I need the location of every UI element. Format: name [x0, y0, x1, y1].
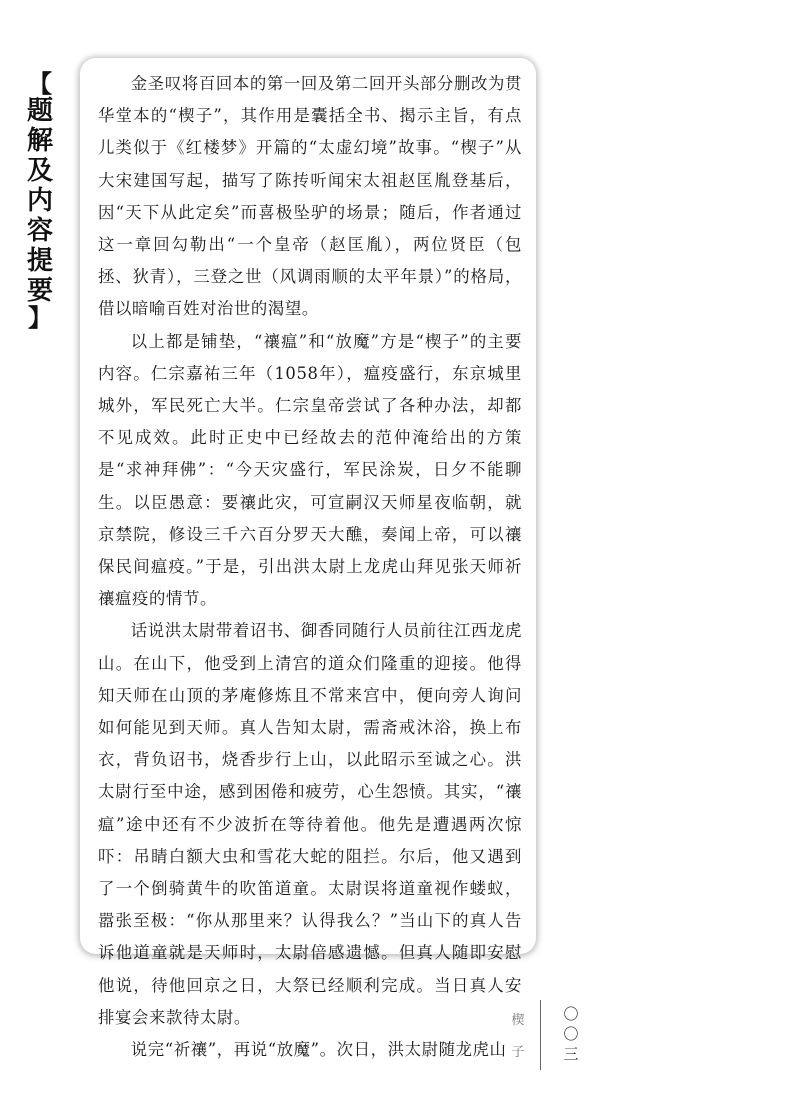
- content-card: [80, 58, 536, 1060]
- section-label-vertical: [22, 72, 58, 330]
- footer-divider: [540, 1000, 541, 1070]
- section-label-char: 内: [26, 186, 53, 216]
- section-label-open-bracket: 【: [28, 70, 52, 98]
- body-paragraph-1: 金圣叹将百回本的第一回及第二回开头部分删改为贯华堂本的“楔子”，其作用是囊括全书、揭示主旨，有点儿类似于《红楼梦》开篇的“太虚幻境”故事。“楔子”从大宋建国写起，描写了陈抟听闻宋太祖赵匡胤登基后，因“天下从此定矣”而喜极坠驴的场景；随后，作者通过这一章回勾勒出“一个皇帝（赵匡胤），两位贤臣（包拯、狄青），三登之世（风调雨顺的太平年景）”的格局，借以暗喻百姓对治世的渴望。: [98, 74, 522, 319]
- body-paragraph-4: 说完“祈禳”，再说“放魔”。次日，洪太尉随龙虎山: [130, 1040, 507, 1060]
- body-paragraph-3: 话说洪太尉带着诏书、御香同随行人员前往江西龙虎山。在山下，他受到上清宫的道众们隆重的迎接。他得知天师在山顶的茅庵修炼且不常来宫中，便向旁人询问如何能见到天师。真人告知太尉，需斋戒沐浴，换上布衣，背负诏书，烧香步行上山，以此昭示至诚之心。洪太尉行至中途，感到困倦和疲劳，心生怨愤。其实，“禳瘟”途中还有不少波折在等待着他。他先是遭遇两次惊吓：吊睛白额大虫和雪花大蛇的阻拦。尔后，他又遇到了一个倒骑黄牛的吹笛道童。太尉误将道童视作蝼蚁，嚣张至极：“你从那里来？认得我么？”当山下的真人告诉他道童就是天师时，太尉倍感遗憾。但真人随即安慰他说，待他回京之日，大祭已经顺利完成。当日真人安排宴会来款待太尉。: [98, 621, 522, 1027]
- section-label-char: 解: [26, 126, 53, 156]
- footer-chapter-char: 楔: [511, 1013, 525, 1028]
- page-number-char: 〇: [563, 1025, 579, 1043]
- section-label-char: 及: [26, 156, 53, 186]
- section-label-close-bracket: 】: [28, 304, 52, 332]
- body-paragraph-2: 以上都是铺垫，“禳瘟”和“放魔”方是“楔子”的主要内容。仁宗嘉祐三年（1058年），瘟疫盛行，东京城里城外，军民死亡大半。仁宗皇帝尝试了各种办法，却都不见成效。此时正史中已经故去的范仲淹给出的方策是“求神拜佛”：“今天灾盛行，军民涂炭，日夕不能聊生。以臣愚意：要禳此灾，可宣嗣汉天师星夜临朝，就京禁院，修设三千六百分罗天大醮，奏闻上帝，可以禳保民间瘟疫。”于是，引出洪太尉上龙虎山拜见张天师祈禳瘟疫的情节。: [98, 331, 522, 609]
- footer-chapter-char: 子: [511, 1045, 525, 1060]
- page-number-vertical: [560, 1004, 582, 1064]
- section-label-char: 要: [26, 276, 53, 306]
- section-label-char: 容: [26, 216, 53, 246]
- running-footer-chapter: [508, 1012, 528, 1076]
- page-number-char: 〇: [563, 1005, 579, 1023]
- section-label-char: 题: [26, 96, 53, 126]
- page-number-char: 三: [563, 1045, 579, 1063]
- section-label-char: 提: [26, 246, 53, 276]
